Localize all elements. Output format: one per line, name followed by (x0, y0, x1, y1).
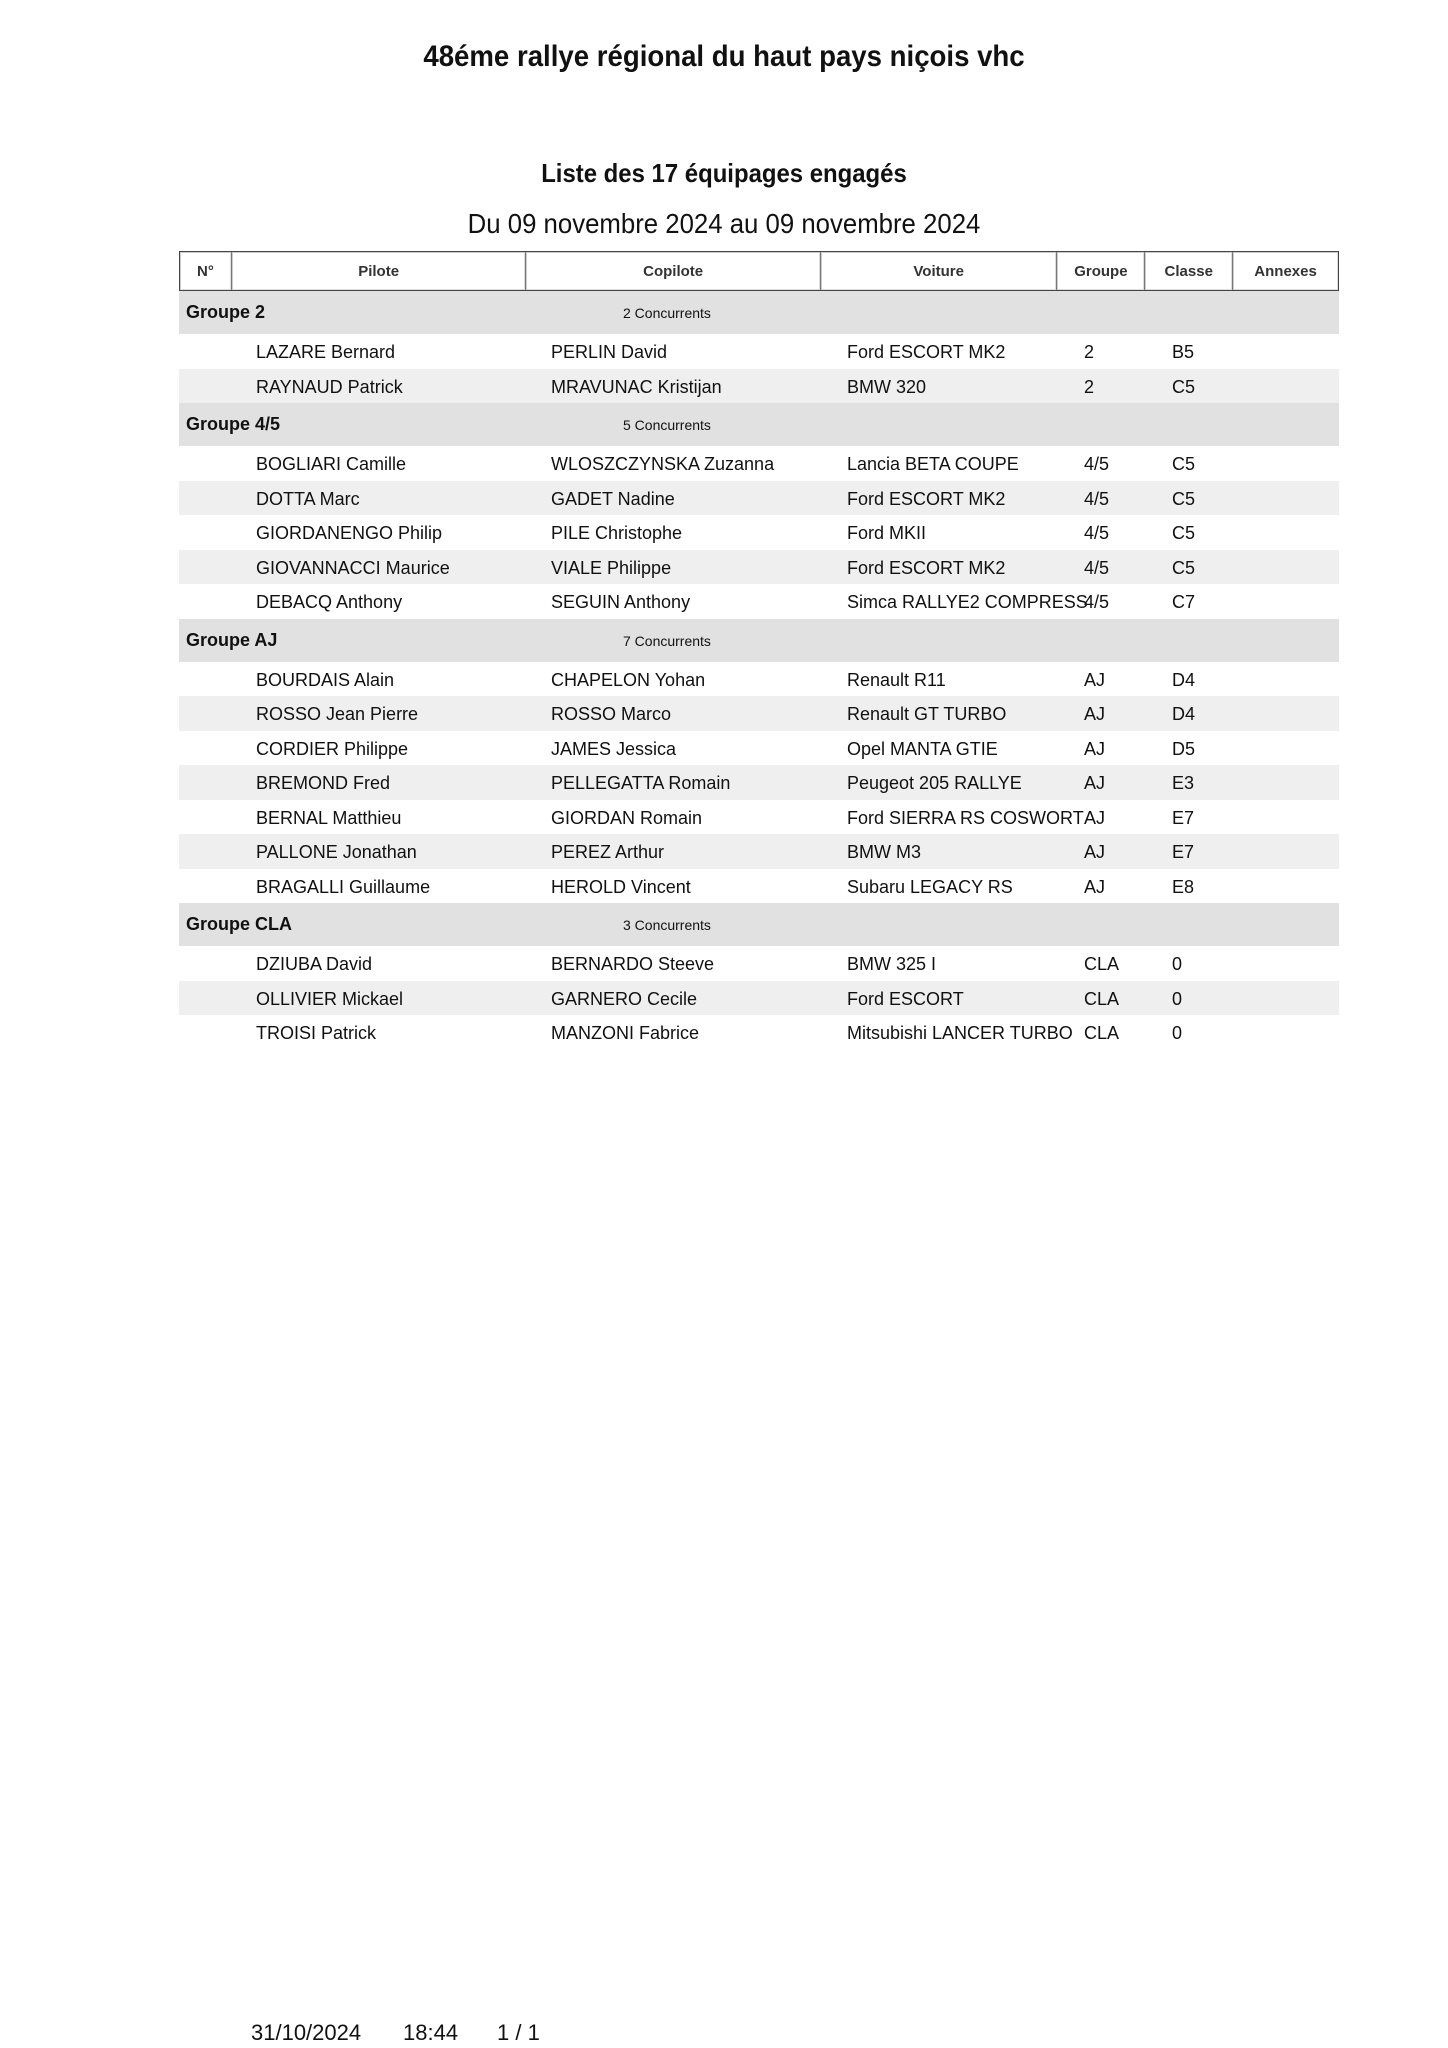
copilote-cell: GADET Nadine (551, 488, 675, 509)
table-row (179, 696, 1339, 731)
classe-cell: C5 (1172, 376, 1196, 397)
copilote-cell: PERLIN David (551, 342, 668, 362)
voiture-cell: Renault R11 (847, 669, 946, 690)
table-row (179, 731, 1339, 766)
table-row (179, 834, 1339, 869)
voiture-cell: Ford ESCORT MK2 (847, 557, 1006, 578)
pilote-cell: GIORDANENGO Philip (256, 523, 443, 543)
print-time: 18:44 (403, 2020, 459, 2045)
voiture-cell: Ford MKII (847, 523, 927, 543)
header-number: N° (180, 252, 232, 290)
classe-cell: C5 (1172, 454, 1196, 474)
groupe-cell: CLA (1084, 988, 1120, 1009)
classe-cell: C7 (1172, 592, 1196, 612)
table-row (179, 515, 1339, 550)
table-header (179, 251, 1339, 291)
header-annexes: Annexes (1233, 252, 1338, 290)
entries-table (179, 251, 1339, 1050)
groupe-cell: AJ (1084, 704, 1106, 724)
classe-cell: E3 (1172, 773, 1195, 793)
classe-cell: E7 (1172, 842, 1195, 862)
table-row (179, 765, 1339, 800)
group-header (179, 403, 1339, 446)
groupe-cell: AJ (1084, 773, 1106, 793)
classe-cell: E8 (1172, 876, 1195, 897)
groupe-cell: CLA (1084, 1023, 1120, 1043)
pilote-cell: BOGLIARI Camille (256, 454, 407, 474)
group-header (179, 903, 1339, 946)
classe-cell: 0 (1172, 988, 1183, 1009)
voiture-cell: Ford SIERRA RS COSWORT (847, 807, 1084, 828)
voiture-cell: Subaru LEGACY RS (847, 876, 1013, 897)
groupe-cell: 4/5 (1084, 488, 1110, 509)
pilote-cell: GIOVANNACCI Maurice (256, 557, 450, 578)
voiture-cell: Ford ESCORT (847, 988, 964, 1009)
voiture-cell: Renault GT TURBO (847, 704, 1007, 724)
classe-cell: E7 (1172, 807, 1195, 828)
header-voiture: Voiture (821, 252, 1058, 290)
groupe-cell: 4/5 (1084, 454, 1110, 474)
classe-cell: D4 (1172, 669, 1196, 690)
pilote-cell: CORDIER Philippe (256, 738, 409, 759)
copilote-cell: HEROLD Vincent (551, 876, 691, 897)
table-row (179, 550, 1339, 585)
voiture-cell: Opel MANTA GTIE (847, 738, 998, 759)
groupe-cell: AJ (1084, 738, 1106, 759)
pilote-cell: LAZARE Bernard (256, 342, 396, 362)
group-header (179, 619, 1339, 662)
table-row (179, 446, 1339, 481)
classe-cell: C5 (1172, 488, 1196, 509)
group-name: Groupe 2 (186, 302, 266, 322)
classe-cell: D4 (1172, 704, 1196, 724)
classe-cell: C5 (1172, 557, 1196, 578)
group-count: 7 Concurrents (623, 632, 711, 649)
voiture-cell: Ford ESCORT MK2 (847, 342, 1006, 362)
groupe-cell: 4/5 (1084, 557, 1110, 578)
groupe-cell: CLA (1084, 954, 1120, 974)
pilote-cell: PALLONE Jonathan (256, 842, 417, 862)
header-classe: Classe (1145, 252, 1233, 290)
header-copilote: Copilote (526, 252, 820, 290)
copilote-cell: BERNARDO Steeve (551, 954, 715, 974)
pilote-cell: TROISI Patrick (256, 1023, 377, 1043)
copilote-cell: GIORDAN Romain (551, 807, 703, 828)
table-row (179, 584, 1339, 619)
groupe-cell: AJ (1084, 876, 1106, 897)
copilote-cell: WLOSZCZYNSKA Zuzanna (551, 454, 775, 474)
pilote-cell: BRAGALLI Guillaume (256, 876, 431, 897)
pilote-cell: BERNAL Matthieu (256, 807, 402, 828)
table-row (179, 662, 1339, 697)
pilote-cell: BREMOND Fred (256, 773, 391, 793)
copilote-cell: ROSSO Marco (551, 704, 672, 724)
header-groupe: Groupe (1057, 252, 1145, 290)
pilote-cell: DEBACQ Anthony (256, 592, 403, 612)
table-row (179, 869, 1339, 904)
table-row (179, 981, 1339, 1016)
classe-cell: 0 (1172, 1023, 1183, 1043)
pilote-cell: BOURDAIS Alain (256, 669, 395, 690)
copilote-cell: PELLEGATTA Romain (551, 773, 731, 793)
voiture-cell: Ford ESCORT MK2 (847, 488, 1006, 509)
voiture-cell: BMW M3 (847, 842, 921, 862)
voiture-cell: Mitsubishi LANCER TURBO (847, 1023, 1073, 1043)
groupe-cell: 2 (1084, 376, 1095, 397)
voiture-cell: Lancia BETA COUPE (847, 454, 1019, 474)
group-count: 3 Concurrents (623, 917, 711, 933)
group-name: Groupe AJ (186, 629, 278, 650)
pilote-cell: OLLIVIER Mickael (256, 988, 404, 1009)
pilote-cell: ROSSO Jean Pierre (256, 704, 419, 724)
copilote-cell: PEREZ Arthur (551, 842, 665, 862)
table-row (179, 800, 1339, 835)
groupe-cell: 4/5 (1084, 592, 1110, 612)
copilote-cell: JAMES Jessica (551, 738, 677, 759)
groupe-cell: 4/5 (1084, 523, 1110, 543)
groupe-cell: AJ (1084, 669, 1106, 690)
group-count: 2 Concurrents (623, 305, 711, 321)
document-subtitle: Liste des 17 équipages engagés (541, 158, 907, 188)
table-row (179, 481, 1339, 516)
copilote-cell: VIALE Philippe (551, 557, 672, 578)
table-row (179, 334, 1339, 369)
copilote-cell: MRAVUNAC Kristijan (551, 376, 722, 397)
copilote-cell: CHAPELON Yohan (551, 669, 706, 690)
classe-cell: B5 (1172, 342, 1195, 362)
pilote-cell: DZIUBA David (256, 954, 373, 974)
group-name: Groupe CLA (186, 914, 292, 934)
classe-cell: 0 (1172, 954, 1183, 974)
groupe-cell: AJ (1084, 842, 1106, 862)
table-row (179, 946, 1339, 981)
document-title: 48éme rallye régional du haut pays niçois vhc (423, 40, 1025, 73)
classe-cell: D5 (1172, 738, 1196, 759)
table-row (179, 369, 1339, 404)
groupe-cell: AJ (1084, 807, 1106, 828)
group-count: 5 Concurrents (623, 417, 711, 433)
group-name: Groupe 4/5 (186, 414, 281, 434)
copilote-cell: SEGUIN Anthony (551, 592, 691, 612)
groupe-cell: 2 (1084, 342, 1095, 362)
page-number: 1 / 1 (497, 2020, 540, 2045)
header-pilote: Pilote (232, 252, 526, 290)
voiture-cell: Simca RALLYE2 COMPRESS (847, 592, 1088, 612)
copilote-cell: GARNERO Cecile (551, 988, 698, 1009)
copilote-cell: PILE Christophe (551, 523, 683, 543)
date-range: Du 09 novembre 2024 au 09 novembre 2024 (467, 208, 981, 239)
pilote-cell: DOTTA Marc (256, 488, 360, 509)
group-header (179, 291, 1339, 334)
print-date: 31/10/2024 (251, 2020, 362, 2045)
pilote-cell: RAYNAUD Patrick (256, 376, 403, 397)
classe-cell: C5 (1172, 523, 1196, 543)
voiture-cell: BMW 325 I (847, 954, 937, 974)
table-row (179, 1015, 1339, 1050)
voiture-cell: BMW 320 (847, 376, 927, 397)
copilote-cell: MANZONI Fabrice (551, 1023, 700, 1043)
voiture-cell: Peugeot 205 RALLYE (847, 773, 1022, 793)
